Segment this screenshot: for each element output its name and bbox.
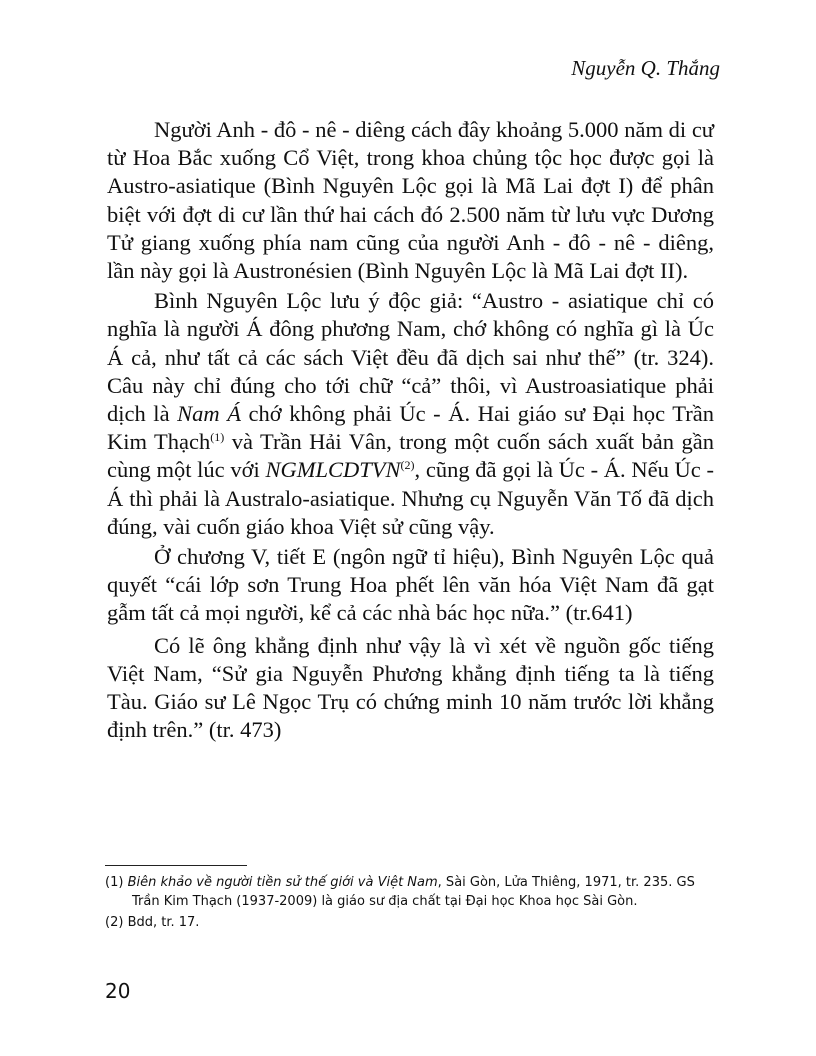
body-text — [107, 116, 714, 746]
paragraph-2-text-a: Bình Nguyên Lộc lưu ý độc giả: “Austro - asiatique chỉ có nghĩa là người Á đông phương Nam, chớ không có nghĩa gì là Úc Á cả, như tất cả các sách Việt đều đã dịch sai như thế” (tr. 324). Câu này chỉ đúng cho tới chữ “cả” thôi, vì Austroasiatique phải dịch là — [107, 288, 714, 427]
footnote-2 — [105, 913, 716, 932]
footnote-1-title: Biên khảo về người tiền sử thế giới và Việt Nam — [127, 875, 438, 890]
footnote-2-marker: (2) — [105, 915, 124, 930]
footnote-2-text: Bdd, tr. 17. — [127, 915, 200, 930]
footnote-ref-1: (1) — [210, 430, 225, 445]
footnotes — [105, 873, 716, 934]
paragraph-2-text-c: và Trần Hải Vân, trong một cuốn sách xuất bản gần cùng một lúc với — [107, 429, 714, 483]
paragraph-4: Có lẽ ông khẳng định như vậy là vì xét về nguồn gốc tiếng Việt Nam, “Sử gia Nguyễn Phương khẳng định tiếng ta là tiếng Tàu. Giáo sư Lê Ngọc Trụ có chứng minh 10 năm trước lời khẳng định trên.” (tr. 473) — [107, 632, 714, 743]
italic-book-abbrev: NGMLCDTVN — [265, 457, 401, 483]
paragraph-3: Ở chương V, tiết E (ngôn ngữ tỉ hiệu), Bình Nguyên Lộc quả quyết “cái lớp sơn Trung Hoa phết lên văn hóa Việt Nam đã gạt gẫm tất cả mọi người, kể cả các nhà bác học nữa.” (tr.641) — [107, 544, 714, 626]
running-header-author: Nguyễn Q. Thắng — [571, 56, 720, 80]
paragraph-2 — [107, 287, 714, 541]
italic-term-nam-a: Nam Á — [177, 401, 241, 427]
paragraph-2-text-b: chớ không phải Úc - Á. Hai giáo sư Đại học Trần Kim Thạch — [107, 401, 714, 455]
footnote-ref-2: (2) — [400, 458, 415, 473]
footnote-1-text: , Sài Gòn, Lửa Thiêng, 1971, tr. 235. GS Trần Kim Thạch (1937-2009) là giáo sư địa chất tại Đại học Khoa học Sài Gòn. — [132, 875, 695, 909]
paragraph-1: Người Anh - đô - nê - diêng cách đây khoảng 5.000 năm di cư từ Hoa Bắc xuống Cổ Việt, trong khoa chủng tộc học được gọi là Austro-asiatique (Bình Nguyên Lộc gọi là Mã Lai đợt I) để phân biệt với đợt di cư lần thứ hai cách đó 2.500 năm từ lưu vực Dương Tử giang xuống phía nam cũng của người Anh - đô - nê - diêng, lần này gọi là Austronésien (Bình Nguyên Lộc là Mã Lai đợt II). — [107, 117, 714, 284]
paragraph-2-text-d: , cũng đã gọi là Úc - Á. Nếu Úc - Á thì phải là Australo-asiatique. Nhưng cụ Nguyễn Văn Tố đã dịch đúng, vài cuốn giáo khoa Việt sử cũng vậy. — [107, 457, 714, 539]
footnote-rule — [105, 865, 247, 866]
page-number: 20 — [105, 979, 131, 1003]
footnote-1 — [105, 873, 716, 911]
footnote-1-marker: (1) — [105, 875, 124, 890]
